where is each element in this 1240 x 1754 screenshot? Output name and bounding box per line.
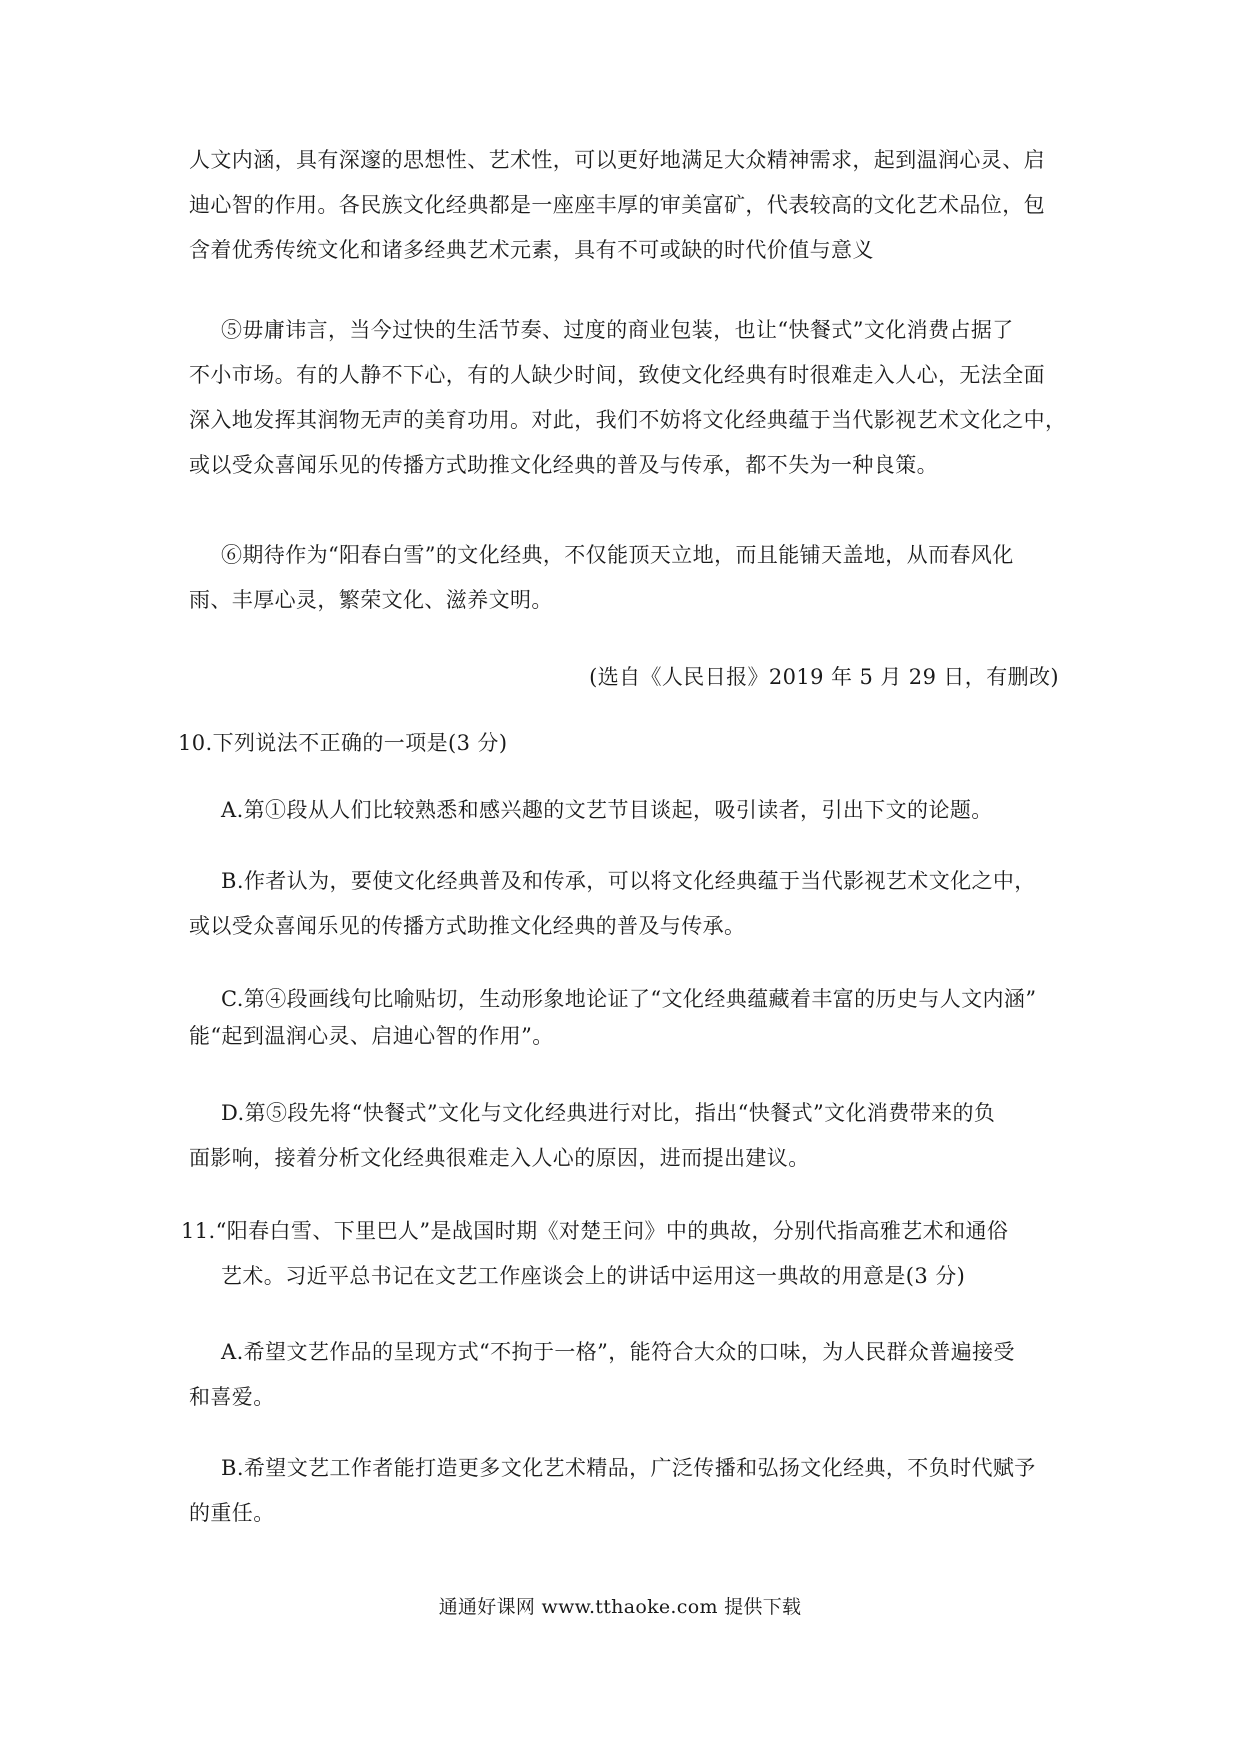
question-11-option-a	[189, 1337, 1059, 1413]
option-c: C.第④段画线句比喻贴切，生动形象地论证了“文化经典蕴藏着丰富的历史与人文内涵”	[221, 987, 1037, 1011]
text-line: ⑥期待作为“阳春白雪”的文化经典，不仅能顶天立地，而且能铺天盖地，从而春风化	[221, 543, 1014, 567]
question-10-stem	[178, 728, 1048, 759]
text-line: 或以受众喜闻乐见的传播方式助推文化经典的普及与传承，都不失为一种良策。	[189, 453, 938, 477]
text-line: 艺术。习近平总书记在文艺工作座谈会上的讲话中运用这一典故的用意是(3 分)	[221, 1264, 966, 1288]
paragraph-continuation	[189, 145, 1059, 266]
question-stem: 10.下列说法不正确的一项是(3 分)	[178, 731, 508, 755]
text-line: 面影响，接着分析文化经典很难走入人心的原因，进而提出建议。	[189, 1146, 810, 1170]
text-line: 雨、丰厚心灵，繁荣文化、滋养文明。	[189, 588, 553, 612]
article-source: (选自《人民日报》2019 年 5 月 29 日，有删改)	[589, 665, 1059, 689]
question-10-option-c	[189, 984, 1059, 1052]
text-line: 能“起到温润心灵、启迪心智的作用”。	[189, 1024, 554, 1048]
text-line: 的重任。	[189, 1501, 275, 1525]
question-10-option-b	[189, 866, 1059, 942]
question-10-option-a	[221, 795, 1091, 826]
option-b: B.作者认为，要使文化经典普及和传承，可以将文化经典蕴于当代影视艺术文化之中，	[221, 869, 1036, 893]
paragraph-6	[189, 540, 1059, 616]
option-b: B.希望文艺工作者能打造更多文化艺术精品，广泛传播和弘扬文化经典，不负时代赋予	[221, 1456, 1036, 1480]
question-10-option-d	[189, 1098, 1059, 1174]
text-line: 不小市场。有的人静不下心，有的人缺少时间，致使文化经典有时很难走入人心，无法全面	[189, 363, 1045, 387]
question-11-stem	[181, 1216, 1051, 1292]
text-line: 含着优秀传统文化和诸多经典艺术元素，具有不可或缺的时代价值与意义	[189, 238, 874, 262]
option-d: D.第⑤段先将“快餐式”文化与文化经典进行对比，指出“快餐式”文化消费带来的负	[221, 1101, 996, 1125]
text-line: 人文内涵，具有深邃的思想性、艺术性，可以更好地满足大众精神需求，起到温润心灵、启	[189, 148, 1045, 172]
text-line: 或以受众喜闻乐见的传播方式助推文化经典的普及与传承。	[189, 914, 746, 938]
question-11-option-b	[189, 1453, 1059, 1529]
text-line: ⑤毋庸讳言，当今过快的生活节奏、过度的商业包装，也让“快餐式”文化消费占据了	[221, 318, 1014, 342]
page-footer: 通通好课网 www.tthaoke.com 提供下载	[438, 1596, 802, 1618]
paragraph-5	[189, 315, 1067, 481]
question-stem: 11.“阳春白雪、下里巴人”是战国时期《对楚王问》中的典故，分别代指高雅艺术和通俗	[181, 1219, 1009, 1243]
option-a: A.希望文艺作品的呈现方式“不拘于一格”，能符合大众的口味，为人民群众普遍接受	[221, 1340, 1015, 1364]
option-a: A.第①段从人们比较熟悉和感兴趣的文艺节目谈起，吸引读者，引出下文的论题。	[221, 798, 993, 822]
text-line: 和喜爱。	[189, 1385, 275, 1409]
text-line: 深入地发挥其润物无声的美育功用。对此，我们不妨将文化经典蕴于当代影视艺术文化之中，	[189, 408, 1067, 432]
text-line: 迪心智的作用。各民族文化经典都是一座座丰厚的审美富矿，代表较高的文化艺术品位，包	[189, 193, 1045, 217]
